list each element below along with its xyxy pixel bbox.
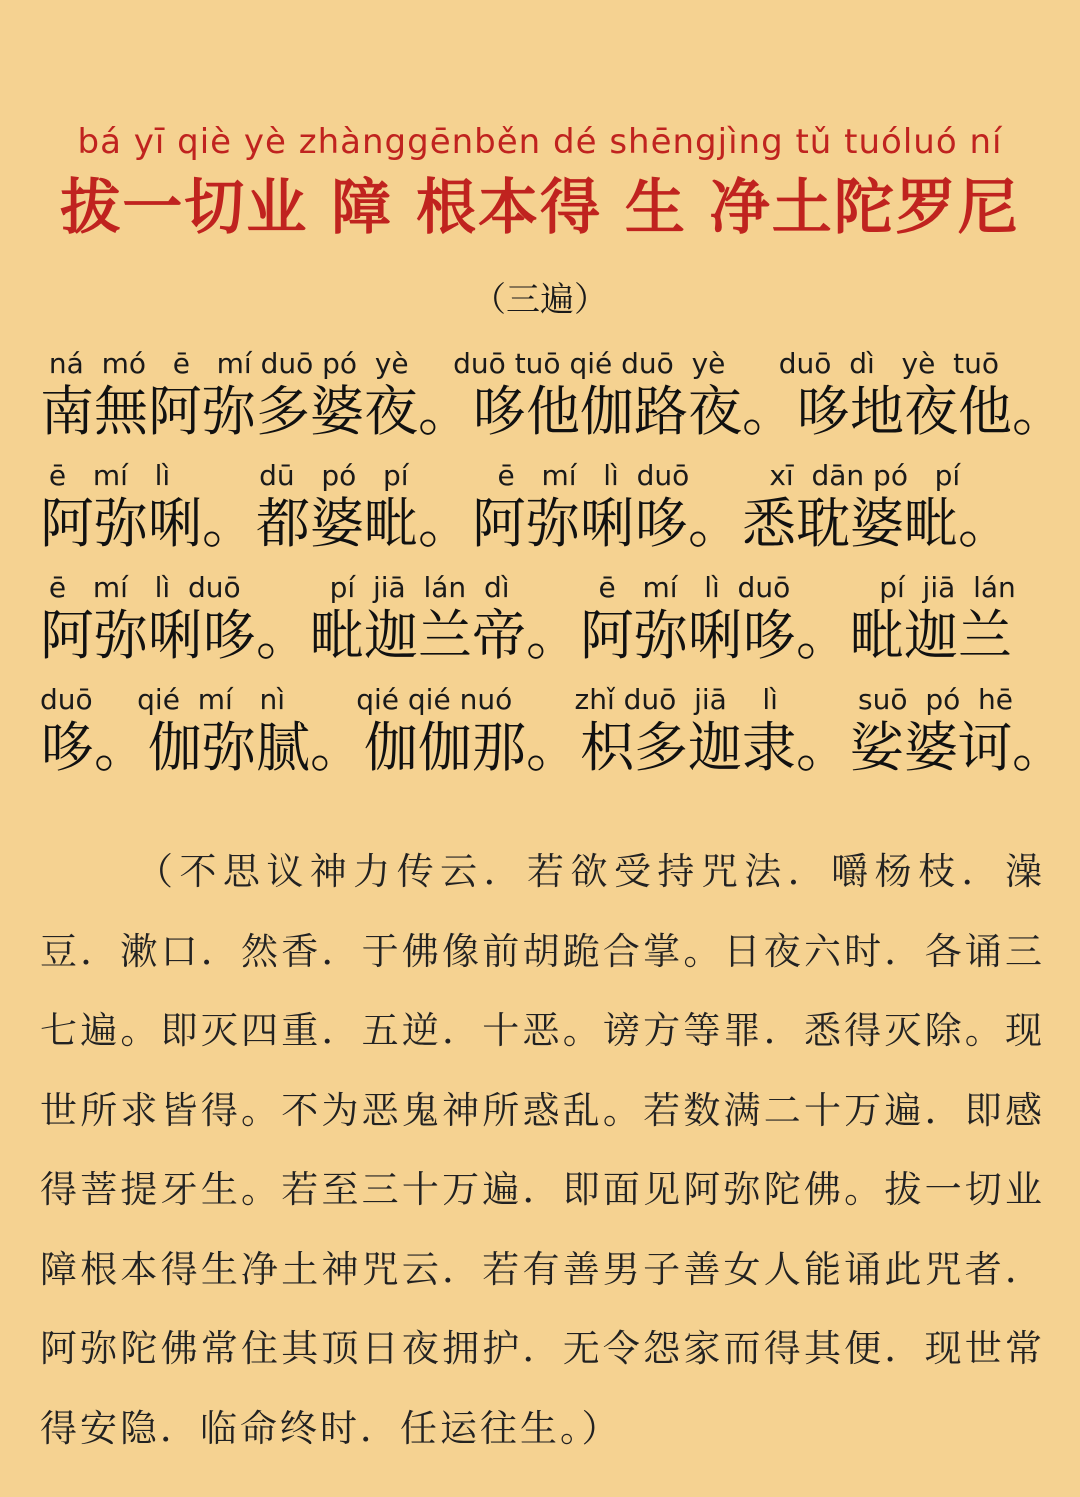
mantra-hanzi: 阿弥唎哆。毗迦兰帝。阿弥唎哆。毗迦兰 bbox=[40, 604, 1012, 667]
title-pinyin: bá yī qiè yè zhànggēnběn dé shēngjìng tǔ tuóluó ní bbox=[77, 122, 1003, 162]
mantra-pinyin: ná mó ē mí duō pó yè duō tuō qié duō yè duō dì yè tuō bbox=[40, 347, 999, 380]
repeat-count: （三遍） bbox=[472, 280, 608, 320]
mantra-line-4 bbox=[40, 683, 1066, 780]
mantra-line-1 bbox=[40, 347, 1066, 444]
mantra-line-3 bbox=[40, 572, 1045, 668]
mantra-pinyin: ē mí lì dū pó pí ē mí lì duō xī dān pó pí bbox=[40, 459, 961, 492]
mantra-hanzi: 阿弥唎。都婆毗。阿弥唎哆。悉耽婆毗。 bbox=[40, 492, 1012, 555]
mantra-pinyin: duō qié mí nì qié qié nuó zhǐ duō jiā lì suō pó hē bbox=[40, 683, 1013, 716]
mantra-hanzi: 南無阿弥多婆夜。哆他伽路夜。哆地夜他。 bbox=[40, 380, 1066, 443]
mantra-hanzi: 哆。伽弥腻。伽伽那。枳多迦隶。娑婆诃。 bbox=[40, 716, 1066, 779]
mantra-pinyin: ē mí lì duō pí jiā lán dì ē mí lì duō pí jiā lán bbox=[40, 571, 1016, 604]
title-hanzi: 拔一切业 障 根本得 生 净土陀罗尼 bbox=[60, 173, 1020, 243]
explanatory-note: （不思议神力传云．若欲受持咒法．嚼杨枝．澡豆．漱口．然香．于佛像前胡跪合掌。日夜六时．各诵三七遍。即灭四重．五逆．十恶。谤方等罪．悉得灭除。现世所求皆得。不为恶鬼神所惑乱。若数满二十万遍．即感得菩提牙生。若至三十万遍．即面见阿弥陀佛。拔一切业障根本得生净土神咒云．若有善男子善女人能诵此咒者．阿弥陀佛常住其顶日夜拥护．无令怨家而得其便．现世常得安隐．临命终时．任运往生。） bbox=[40, 850, 1045, 1450]
mantra-line-2 bbox=[40, 460, 1045, 556]
